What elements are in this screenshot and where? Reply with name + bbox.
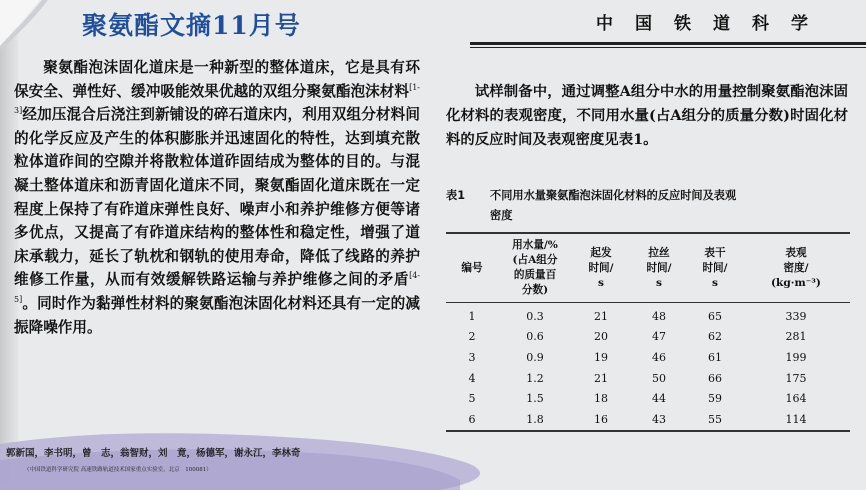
table-row xyxy=(446,409,850,431)
cell-apparent-density: 339 xyxy=(785,309,807,323)
cell-number: 2 xyxy=(468,330,476,344)
left-text-part2: 经加压混合后浇注到新铺设的碎石道床内，利用双组分材料间的化学反应及产生的体积膨胀并迅速固化的特性，达到填充散粒体道砟间的空隙并将散粒体道砟固结成为整体的目的。与混凝土整体道床和沥青固化道床不同，聚氨酯固化道床既在一定程度上保持了有砟道床弹性良好、噪声小和养护维修方便等诸多优点，又提高了有砟道床结构的整体性和稳定性，增强了道床承载力，延长了轨枕和钢轨的使用寿命，降低了线路的养护维修工作量，从而有效缓解铁路运输与养护维修之间的矛盾 xyxy=(14,106,420,289)
cell-tack-free-time: 55 xyxy=(688,409,742,431)
left-text-part1: 聚氨酯泡沫固化道床是一种新型的整体道床，它是具有环保安全、弹性好、缓冲吸能效果优越的双组分聚氨酯泡沫材料 xyxy=(14,59,420,100)
table-caption xyxy=(446,186,846,226)
cell-apparent-density: 175 xyxy=(785,371,807,385)
table-caption-label: 表1 xyxy=(446,189,465,202)
page-title: 聚氨酯文摘11月号 xyxy=(82,11,301,40)
table-row xyxy=(446,327,850,348)
cell-cream-time: 19 xyxy=(594,350,608,364)
table-row xyxy=(446,347,850,368)
cell-cream-time: 21 xyxy=(594,309,608,323)
table-row xyxy=(446,303,850,327)
author-list: 郭新国，李书明，曾 志，翁智财，刘 竟，杨德军，谢永江，李林奇 xyxy=(6,448,301,459)
journal-name: 中国铁道科学 xyxy=(596,14,830,34)
left-text-part3: 。同时作为黏弹性材料的聚氨酯泡沫固化材料还具有一定的减振降噪作用。 xyxy=(14,294,420,336)
cell-tack-free-time: 59 xyxy=(708,392,722,406)
cell-tack-free-time: 66 xyxy=(708,371,722,385)
header-cream-time: 起发 时间/ s xyxy=(572,233,630,303)
right-body-paragraph: 试样制备中，通过调整A组分中水的用量控制聚氨酯泡沫固化材料的表观密度，不同用水量(占A组分的质量分数)时固化材料的反应时间及表观密度见表1。 xyxy=(446,83,848,148)
cell-apparent-density: 164 xyxy=(785,392,807,406)
cell-water-content: 0.6 xyxy=(526,330,544,344)
header-swoosh-decoration xyxy=(0,0,60,50)
cell-gel-time: 50 xyxy=(652,371,666,385)
cell-cream-time: 20 xyxy=(594,330,608,344)
table-row xyxy=(446,388,850,409)
table-row xyxy=(446,368,850,389)
header-apparent-density: 表观 密度/ (kg·m⁻³) xyxy=(742,233,850,303)
citation-4-5[interactable]: [4-5] xyxy=(14,271,420,305)
header-number: 编号 xyxy=(446,233,498,303)
cell-gel-time: 48 xyxy=(652,309,666,323)
cell-gel-time: 43 xyxy=(630,409,688,431)
header-rule-thin xyxy=(470,47,866,48)
cell-cream-time: 16 xyxy=(572,409,630,431)
cell-tack-free-time: 65 xyxy=(708,309,722,323)
cell-water-content: 1.2 xyxy=(526,371,544,385)
cell-number: 5 xyxy=(468,392,476,406)
table-header-row xyxy=(446,233,850,303)
header-water-content: 用水量/% (占A组分 的质量百 分数) xyxy=(498,233,572,303)
cell-water-content: 0.9 xyxy=(526,350,544,364)
header-tack-free-time: 表干 时间/ s xyxy=(688,233,742,303)
header-rule-thick xyxy=(470,42,866,45)
cell-gel-time: 46 xyxy=(652,350,666,364)
cell-gel-time: 44 xyxy=(652,392,666,406)
page-header xyxy=(0,0,866,50)
cell-number: 4 xyxy=(468,371,476,385)
left-body-paragraph xyxy=(14,56,420,339)
cell-tack-free-time: 62 xyxy=(708,330,722,344)
footer-purple-shape xyxy=(0,430,520,490)
cell-water-content: 1.5 xyxy=(526,392,544,406)
cell-tack-free-time: 61 xyxy=(708,350,722,364)
table-caption-line1: 不同用水量聚氨酯泡沫固化材料的反应时间及表观 xyxy=(490,189,737,202)
cell-water-content: 0.3 xyxy=(526,309,544,323)
table-caption-line2: 密度 xyxy=(490,209,513,222)
cell-gel-time: 47 xyxy=(652,330,666,344)
cell-cream-time: 21 xyxy=(594,371,608,385)
cell-apparent-density: 199 xyxy=(785,350,807,364)
cell-apparent-density: 114 xyxy=(742,409,850,431)
cell-apparent-density: 281 xyxy=(785,330,807,344)
citation-1-3[interactable]: [1-3] xyxy=(14,82,420,116)
header-gel-time: 拉丝 时间/ s xyxy=(630,233,688,303)
reaction-time-density-table xyxy=(446,232,850,432)
cell-water-content: 1.8 xyxy=(498,409,572,431)
cell-number: 1 xyxy=(468,309,476,323)
author-affiliation: （中国铁道科学研究院 高速铁路轨道技术国家重点实验室，北京 100081） xyxy=(24,467,212,473)
cell-number: 6 xyxy=(446,409,498,431)
cell-cream-time: 18 xyxy=(594,392,608,406)
cell-number: 3 xyxy=(468,350,476,364)
